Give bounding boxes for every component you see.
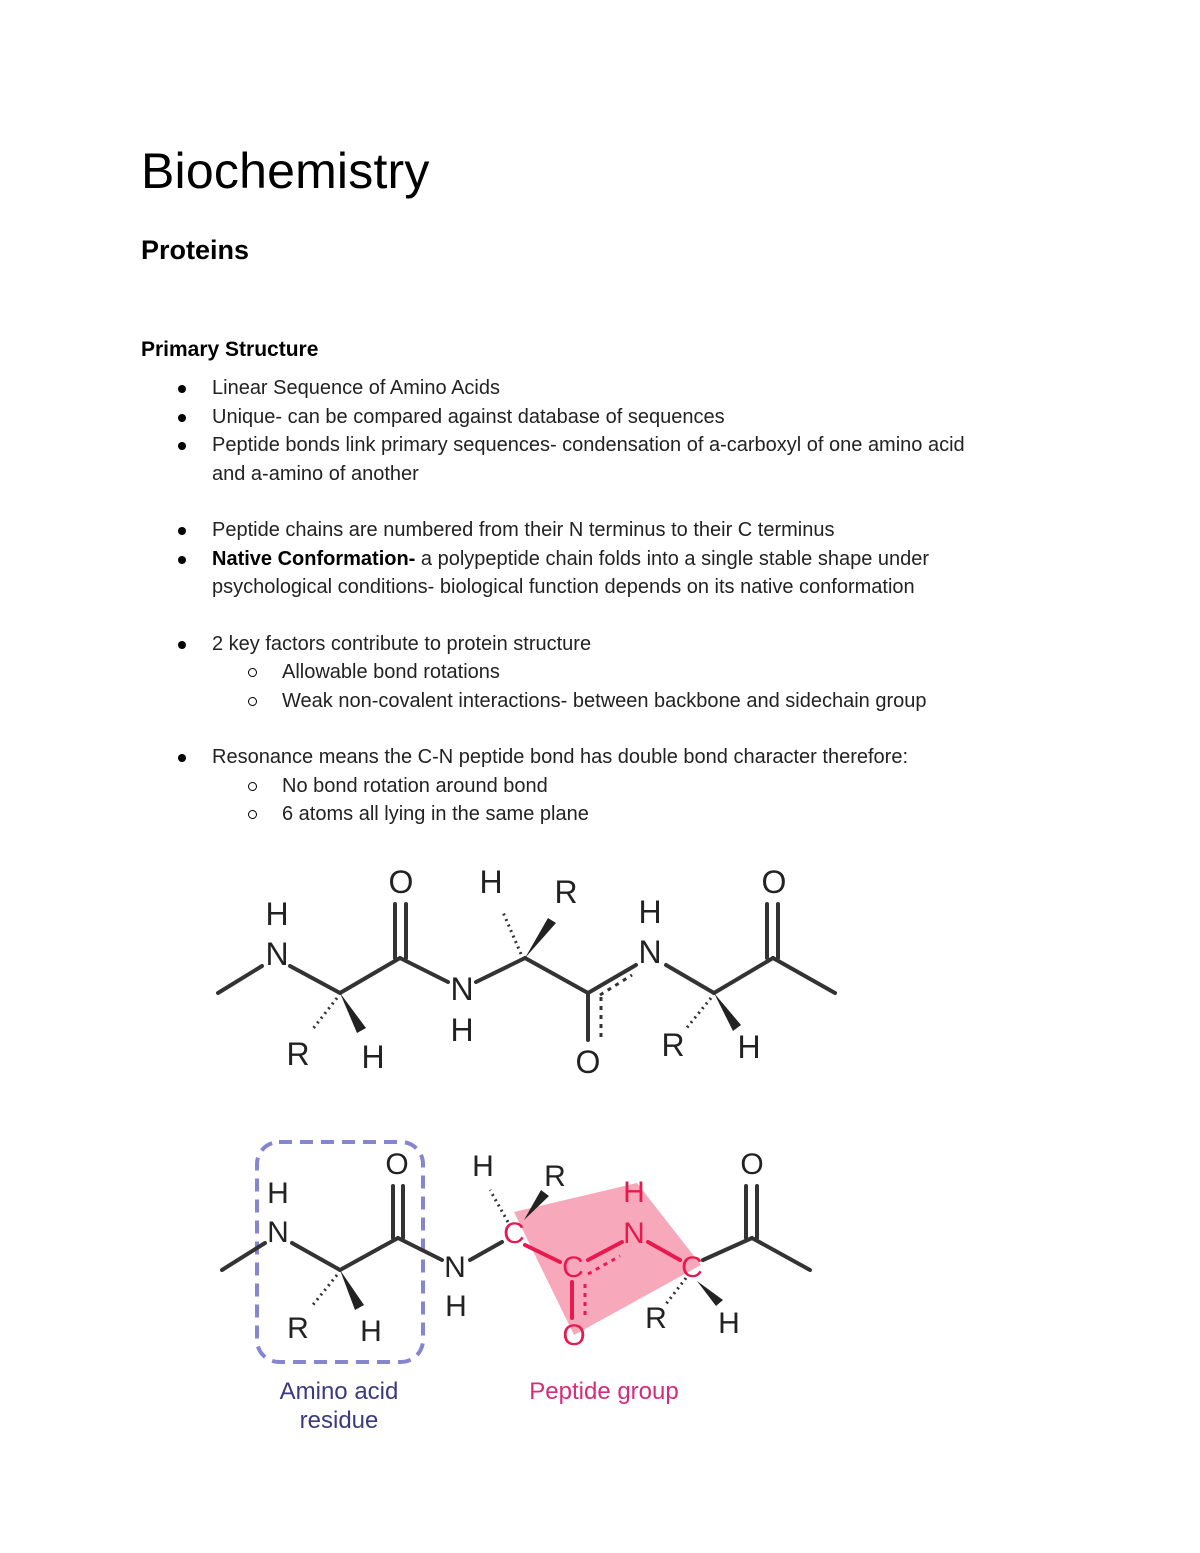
list-item-text: No bond rotation around bond	[282, 774, 548, 797]
atom-label: O	[388, 864, 414, 900]
atom-label: N	[450, 971, 474, 1007]
atom-label: H	[265, 896, 289, 932]
bond	[292, 1243, 340, 1270]
atom-label: H	[450, 1012, 474, 1048]
atom-label: H	[445, 1290, 467, 1323]
atom-label: O	[385, 1148, 409, 1181]
peptide-atom-label: C	[562, 1251, 584, 1284]
list-item-text: Resonance means the C-N peptide bond has double bond character therefore:	[212, 746, 909, 768]
atom-label: N	[267, 1216, 289, 1249]
term-native-conformation: Native Conformation-	[212, 547, 416, 570]
bond	[340, 1238, 398, 1270]
document-title: Biochemistry	[141, 143, 430, 199]
bond	[752, 1238, 810, 1270]
atom-label: R	[645, 1302, 667, 1335]
list-item-text: 2 key factors contribute to protein structure	[212, 632, 592, 655]
atom-label: N	[265, 936, 289, 972]
atom-label: R	[554, 874, 578, 910]
atom-label: H	[479, 864, 503, 900]
atom-label: R	[286, 1036, 310, 1072]
atom-label: H	[267, 1177, 289, 1210]
atom-label: N	[444, 1251, 466, 1284]
list-item-text: 6 atoms all lying in the same plane	[282, 803, 589, 825]
atom-label: N	[638, 934, 662, 970]
peptide-plane	[514, 1183, 701, 1335]
list-item-text: Unique- can be compared against database of sequences	[212, 405, 725, 428]
atom-label: R	[287, 1312, 309, 1345]
atom-label: H	[638, 894, 662, 930]
hashed-wedge	[312, 1275, 337, 1306]
bond	[470, 1242, 502, 1260]
list-item-text: Weak non-covalent interactions- between backbone and sidechain group	[282, 689, 927, 712]
amino-acid-residue-label: residue	[299, 1407, 379, 1434]
list-item-text: and a-amino of another	[212, 462, 419, 485]
list-item-text: psychological conditions- biological function depends on its native conformation	[212, 576, 915, 598]
peptide-atom-label: H	[623, 1176, 645, 1209]
subsection-heading-primary-structure: Primary Structure	[141, 338, 319, 361]
atom-label: H	[737, 1029, 761, 1065]
bond	[703, 1238, 752, 1260]
list-item-text: Peptide chains are numbered from their N terminus to their C terminus	[212, 519, 835, 541]
bond	[398, 1238, 442, 1260]
list-item-text: Linear Sequence of Amino Acids	[212, 377, 500, 399]
list-item-text: a polypeptide chain folds into a single stable shape under	[415, 547, 930, 570]
peptide-atom-label: C	[681, 1251, 703, 1284]
list-item-text: Allowable bond rotations	[282, 661, 500, 683]
peptide-group-label: Peptide group	[529, 1378, 679, 1405]
peptide-atom-label: N	[623, 1217, 645, 1250]
section-heading-proteins: Proteins	[141, 235, 250, 265]
atom-label: O	[575, 1044, 601, 1080]
solid-wedge	[340, 1270, 364, 1310]
atom-label: H	[472, 1150, 494, 1183]
atom-label: O	[740, 1148, 764, 1181]
amino-acid-residue-label: Amino acid	[279, 1378, 399, 1405]
solid-wedge	[697, 1281, 723, 1306]
atom-label: R	[661, 1027, 685, 1063]
atom-label: H	[361, 1039, 385, 1075]
peptide-atom-label: O	[562, 1319, 586, 1352]
atom-label: H	[718, 1307, 740, 1340]
atom-label: R	[544, 1160, 566, 1193]
atom-label: O	[761, 864, 787, 900]
peptide-atom-label: C	[503, 1217, 525, 1250]
list-item-text: Peptide bonds link primary sequences- condensation of a-carboxyl of one amino acid	[212, 434, 965, 456]
atom-label: H	[360, 1315, 382, 1348]
